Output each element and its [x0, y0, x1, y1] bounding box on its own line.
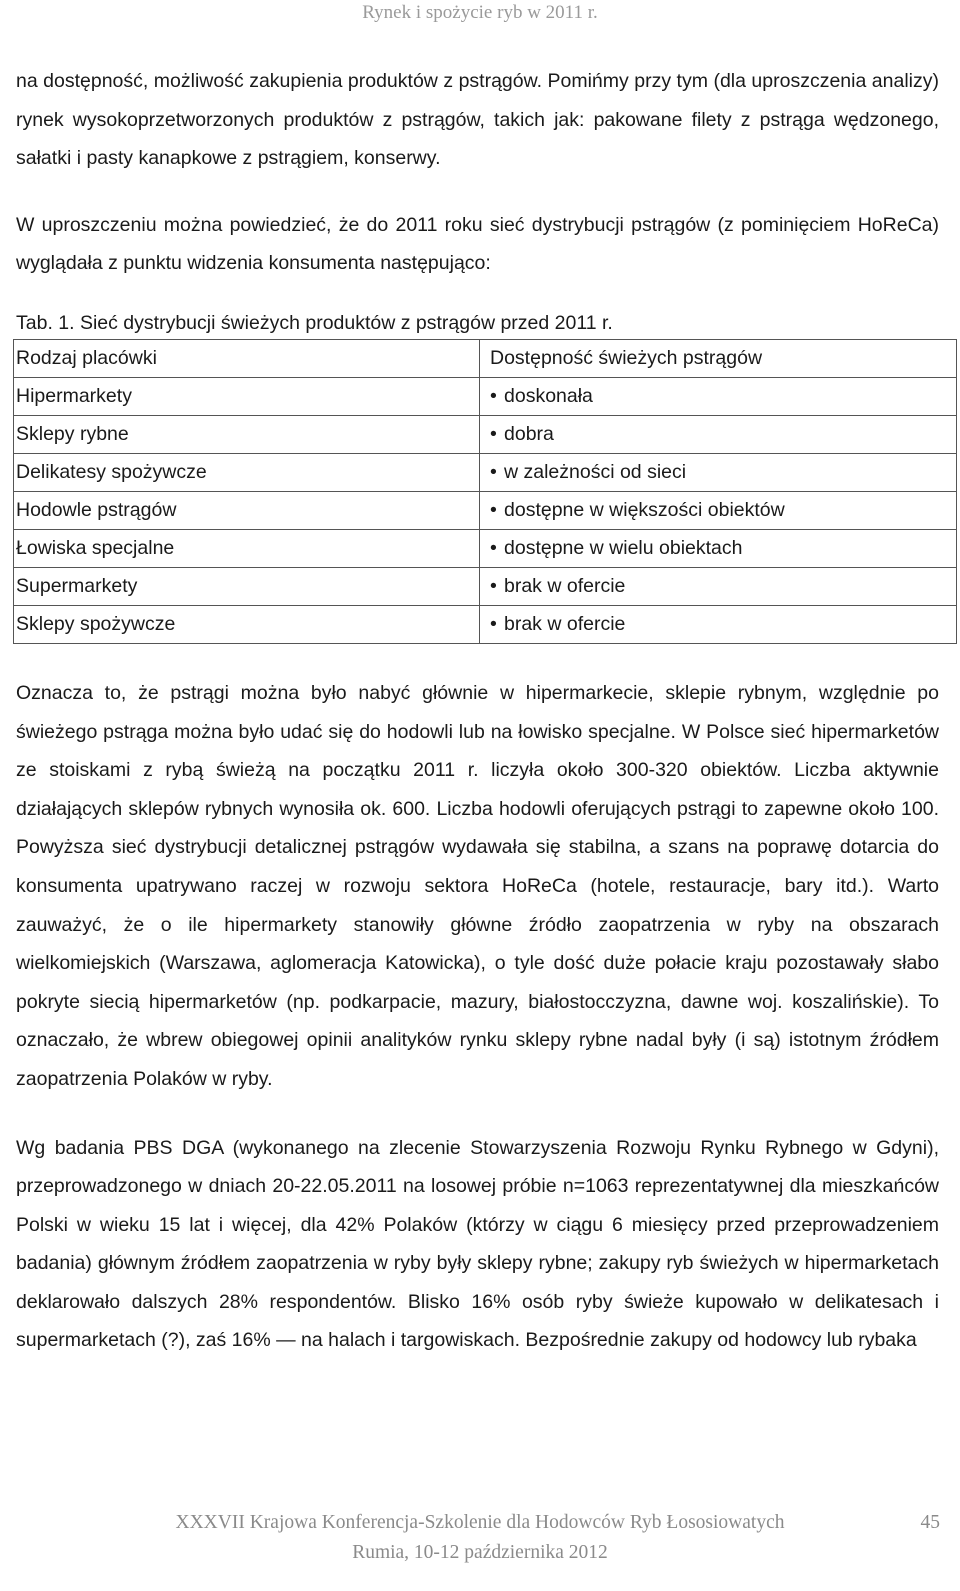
footer-location-date: Rumia, 10-12 października 2012: [352, 1542, 608, 1563]
footer-conference-title: XXXVII Krajowa Konferencja-Szkolenie dla Hodowców Ryb Łososiowatych: [175, 1512, 785, 1533]
table-row: [14, 529, 957, 567]
table-row: [14, 377, 957, 415]
table-row: [14, 605, 957, 643]
table-row: [14, 567, 957, 605]
availability-cell: [480, 529, 957, 567]
table-row: [14, 415, 957, 453]
availability-text: w zależności od sieci: [504, 460, 687, 483]
availability-cell: [480, 605, 957, 643]
bullet-icon: •: [490, 574, 497, 597]
availability-text: dostępne w większości obiektów: [504, 498, 785, 521]
table-header-cell: Rodzaj placówki: [14, 339, 480, 377]
bullet-icon: •: [490, 536, 497, 559]
outlet-type-cell: Hipermarkety: [14, 377, 480, 415]
availability-text: dobra: [504, 422, 554, 445]
outlet-type-cell: Supermarkety: [14, 567, 480, 605]
bullet-icon: •: [490, 384, 497, 407]
paragraph: Oznacza to, że pstrągi można było nabyć głównie w hipermarkecie, sklepie rybnym, względnie po świeżego pstrąga można było udać się do hodowli lub na łowisko specjalne. W Polsce sieć hipermarketów ze stoiskami z rybą świeżą na początku 2011 r. liczyła około 300-320 obiektów. Liczba aktywnie działających sklepów rybnych wynosiła ok. 600. Liczba hodowli oferujących pstrągi to zapewne około 100. Powyższa sieć dystrybucji detalicznej pstrągów wydawała się stabilna, a szans na poprawę dotarcia do konsumenta upatrywano raczej w rozwoju sektora HoReCa (hotele, restauracje, bary itd.). Warto zauważyć, że o ile hipermarkety stanowiły główne źródło zaopatrzenia w ryby na obszarach wielkomiejskich (Warszawa, aglomeracja Katowicka), o tyle dość duże połacie kraju pozostawały słabo pokryte siecią hipermarketów (np. podkarpacie, mazury, białostocczyzna, dawne woj. koszalińskie). To oznaczało, że wbrew obiegowej opinii analityków rynku sklepy rybne nadal były (i są) istotnym źródłem zaopatrzenia Polaków w ryby.: [16, 681, 939, 1090]
bullet-icon: •: [490, 460, 497, 483]
availability-text: doskonała: [504, 384, 593, 407]
outlet-type-cell: Delikatesy spożywcze: [14, 453, 480, 491]
availability-cell: [480, 453, 957, 491]
running-header: Rynek i spożycie ryb w 2011 r.: [362, 2, 598, 23]
table-row: [14, 453, 957, 491]
bullet-icon: •: [490, 498, 497, 521]
paragraph: na dostępność, możliwość zakupienia produktów z pstrągów. Pomińmy przy tym (dla uproszczenia analizy) rynek wysokoprzetworzonych produktów z pstrągów, takich jak: pakowane filety z pstrąga wędzonego, sałatki i pasty kanapkowe z pstrągiem, konserwy.: [16, 70, 939, 170]
table-header-row: [14, 339, 957, 377]
distribution-table: [13, 339, 957, 644]
document-body: [16, 62, 939, 1360]
paragraph: W uproszczeniu można powiedzieć, że do 2011 roku sieć dystrybucji pstrągów (z pominięciem HoReCa) wyglądała z punktu widzenia konsumenta następująco:: [16, 213, 939, 275]
availability-cell: [480, 567, 957, 605]
bullet-icon: •: [490, 422, 497, 445]
availability-text: brak w ofercie: [504, 574, 626, 597]
availability-cell: [480, 377, 957, 415]
availability-cell: [480, 415, 957, 453]
table-caption: Tab. 1. Sieć dystrybucji świeżych produktów z pstrągów przed 2011 r.: [16, 311, 613, 334]
availability-text: brak w ofercie: [504, 612, 626, 635]
bullet-icon: •: [490, 612, 497, 635]
page-number: 45: [920, 1512, 940, 1533]
table-header-cell: Dostępność świeżych pstrągów: [480, 339, 957, 377]
table-row: [14, 491, 957, 529]
outlet-type-cell: Sklepy spożywcze: [14, 605, 480, 643]
outlet-type-cell: Sklepy rybne: [14, 415, 480, 453]
availability-cell: [480, 491, 957, 529]
outlet-type-cell: Hodowle pstrągów: [14, 491, 480, 529]
outlet-type-cell: Łowiska specjalne: [14, 529, 480, 567]
availability-text: dostępne w wielu obiektach: [504, 536, 743, 559]
paragraph: Wg badania PBS DGA (wykonanego na zlecenie Stowarzyszenia Rozwoju Rynku Rybnego w Gdyni), przeprowadzonego w dniach 20-22.05.2011 na losowej próbie n=1063 reprezentatywnej dla mieszkańców Polski w wieku 15 lat i więcej, dla 42% Polaków (którzy w ciągu 6 miesięcy przed przeprowadzeniem badania) głównym źródłem zaopatrzenia w ryby były sklepy rybne; zakupy ryb świeżych w hipermarketach deklarowało dalszych 28% respondentów. Blisko 16% osób ryby świeże kupowało w delikatesach i supermarketach (?), zaś 16% — na halach i targowiskach. Bezpośrednie zakupy od hodowcy lub rybaka: [16, 1136, 939, 1352]
